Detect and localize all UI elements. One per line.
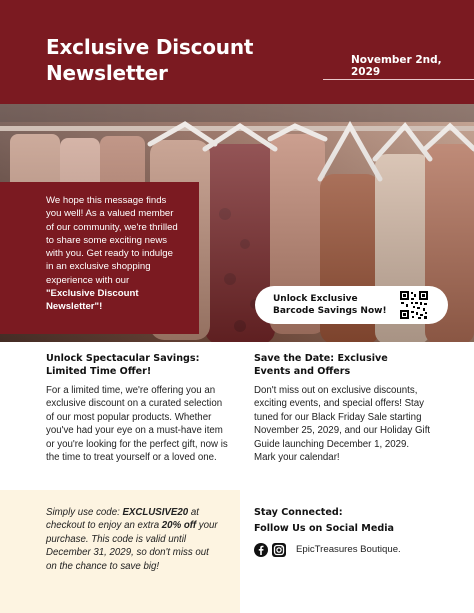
offer-body: For a limited time, we're offering you an exclusive discount on a curated selection of our most popular products. Whether you've had your eye on a must-have item or you're looking for the perfect gift, now is the time to treat yourself or a loved one. xyxy=(46,385,228,464)
instagram-icon[interactable] xyxy=(272,543,286,557)
offer-heading: Unlock Spectacular Savings: Limited Time Offer! xyxy=(46,353,200,377)
events-heading: Save the Date: Exclusive Events and Offers xyxy=(254,353,388,377)
intro-highlight: "Exclusive Discount Newsletter"! xyxy=(46,288,139,313)
barcode-savings-button[interactable] xyxy=(255,286,448,324)
barcode-savings-label: Unlock Exclusive Barcode Savings Now! xyxy=(273,294,387,316)
qr-code-icon xyxy=(399,290,429,320)
page-title: Exclusive Discount Newsletter xyxy=(46,35,254,85)
facebook-icon[interactable] xyxy=(254,543,268,557)
social-heading: Stay Connected: Follow Us on Social Media xyxy=(254,507,394,534)
social-handle: EpicTreasures Boutique. xyxy=(296,544,401,555)
newsletter-date: November 2nd, 2029 xyxy=(351,54,442,78)
intro-text: We hope this message finds you well! As a valued member of our community, we're thrilled to share some exciting news with you. Get ready to indulge in an exclusive shopping experience with our "Exclusive Discount Newsletter"! xyxy=(46,195,178,313)
events-body: Don't miss out on exclusive discounts, exciting events, and special offers! Stay tuned for our Black Friday Sale starting November 25, 2029, and our Holiday Gift Guide launching December 1, 2029. Mark your calendar! xyxy=(254,385,431,464)
divider xyxy=(323,79,474,80)
promo-discount: 20% off xyxy=(161,520,197,532)
promo-code: EXCLUSIVE20 xyxy=(122,507,189,518)
promo-code-text: Simply use code: EXCLUSIVE20 at checkout to enjoy an extra 20% off your purchase. This code is valid until December 31, 2029, so don't miss out on the chance to save big! xyxy=(46,507,218,572)
